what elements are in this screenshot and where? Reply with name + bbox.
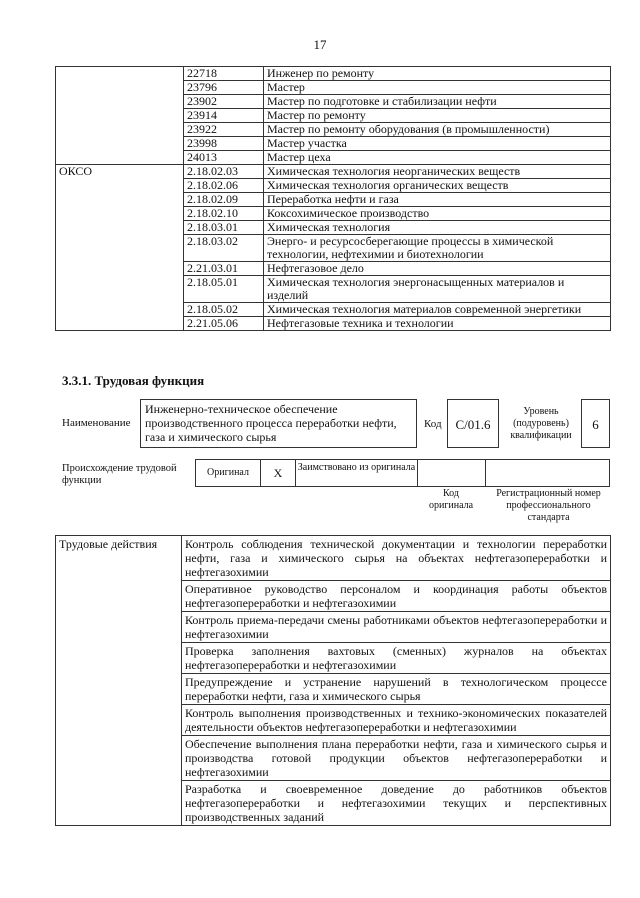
group-label-cell xyxy=(56,67,184,81)
name-cell: Переработка нефти и газа xyxy=(264,193,611,207)
labor-actions-table xyxy=(55,535,611,826)
table-row xyxy=(56,137,611,151)
name-cell: Инженер по ремонту xyxy=(264,67,611,81)
code-label: Код xyxy=(424,418,442,430)
code-cell: 2.18.02.10 xyxy=(184,207,264,221)
name-cell: Нефтегазовое дело xyxy=(264,262,611,276)
group-label-cell xyxy=(56,276,184,303)
code-cell: 2.18.02.09 xyxy=(184,193,264,207)
labor-action-item: Контроль соблюдения технической документации и технологии переработки нефти, газа и химического сырья на объектах нефтегазопереработки и нефтегазохимии xyxy=(182,536,611,581)
table-row xyxy=(56,123,611,137)
group-label-cell xyxy=(56,221,184,235)
name-cell: Мастер по ремонту оборудования (в промышленности) xyxy=(264,123,611,137)
name-cell: Мастер xyxy=(264,81,611,95)
group-label-cell xyxy=(56,151,184,165)
group-label-cell xyxy=(56,179,184,193)
code-cell: 2.18.03.02 xyxy=(184,235,264,262)
name-cell: Химическая технология энергонасыщенных материалов и изделий xyxy=(264,276,611,303)
table-row xyxy=(56,235,611,262)
group-label-cell xyxy=(56,303,184,317)
original-label: Оригинал xyxy=(207,467,249,478)
original-code-box xyxy=(417,459,486,487)
table-row xyxy=(56,536,611,581)
labor-action-item: Разработка и своевременное доведение до работников объектов нефтегазопереработки и нефтегазохимии текущих и перспективных производственных заданий xyxy=(182,781,611,826)
name-value: Инженерно-техническое обеспечение производственного процесса переработки нефти, газа и химического сырья xyxy=(145,402,397,444)
group-label-cell: ОКСО xyxy=(56,165,184,179)
codes-table-body xyxy=(56,67,611,331)
original-code-caption: Код оригинала xyxy=(428,488,474,511)
table-row xyxy=(56,317,611,331)
original-mark-box xyxy=(260,459,296,487)
table-row xyxy=(56,262,611,276)
name-cell: Химическая технология органических веществ xyxy=(264,179,611,193)
table-row xyxy=(56,151,611,165)
borrowed-label: Заимствовано из оригинала xyxy=(297,462,416,473)
reg-number-caption: Регистрационный номер профессионального стандарта xyxy=(496,488,601,523)
name-cell: Энерго- и ресурсосберегающие процессы в химической технологии, нефтехимии и биотехнологии xyxy=(264,235,611,262)
table-row xyxy=(56,109,611,123)
name-cell: Мастер по подготовке и стабилизации нефти xyxy=(264,95,611,109)
code-cell: 2.18.02.06 xyxy=(184,179,264,193)
code-cell: 23998 xyxy=(184,137,264,151)
labor-actions-body xyxy=(56,536,611,826)
code-cell: 2.21.05.06 xyxy=(184,317,264,331)
code-cell: 23922 xyxy=(184,123,264,137)
code-cell: 2.18.03.01 xyxy=(184,221,264,235)
code-cell: 22718 xyxy=(184,67,264,81)
codes-table xyxy=(55,66,611,331)
group-label-cell xyxy=(56,137,184,151)
level-label: Уровень (подуровень) квалификации xyxy=(510,406,572,441)
table-row xyxy=(56,303,611,317)
group-label-cell xyxy=(56,262,184,276)
code-value-box xyxy=(447,399,499,448)
code-cell: 2.18.05.02 xyxy=(184,303,264,317)
origin-label: Происхождение трудовой функции xyxy=(62,463,177,486)
group-label-cell xyxy=(56,193,184,207)
code-cell: 24013 xyxy=(184,151,264,165)
code-cell: 23914 xyxy=(184,109,264,123)
table-row xyxy=(56,165,611,179)
level-value: 6 xyxy=(592,417,599,432)
table-row xyxy=(56,207,611,221)
name-cell: Химическая технология материалов современной энергетики xyxy=(264,303,611,317)
group-label-cell xyxy=(56,235,184,262)
name-cell: Мастер участка xyxy=(264,137,611,151)
table-row xyxy=(56,276,611,303)
section-title: 3.3.1. Трудовая функция xyxy=(62,373,205,388)
page-number: 17 xyxy=(313,37,327,52)
borrowed-label-box xyxy=(295,459,418,487)
labor-action-item: Предупреждение и устранение нарушений в технологическом процессе переработки нефти, газа и химического сырья xyxy=(182,674,611,705)
group-label-cell xyxy=(56,207,184,221)
table-row xyxy=(56,193,611,207)
original-label-box xyxy=(195,459,261,487)
reg-number-box xyxy=(485,459,610,487)
name-cell: Химическая технология неорганических веществ xyxy=(264,165,611,179)
name-cell: Мастер по ремонту xyxy=(264,109,611,123)
group-label-cell xyxy=(56,317,184,331)
name-cell: Нефтегазовые техника и технологии xyxy=(264,317,611,331)
table-row xyxy=(56,67,611,81)
name-cell: Мастер цеха xyxy=(264,151,611,165)
group-label-cell xyxy=(56,95,184,109)
original-mark: X xyxy=(273,466,283,480)
code-cell: 2.18.05.01 xyxy=(184,276,264,303)
table-row xyxy=(56,221,611,235)
labor-action-item: Проверка заполнения вахтовых (сменных) журналов на объектах нефтегазопереработки и нефтегазохимии xyxy=(182,643,611,674)
code-cell: 23902 xyxy=(184,95,264,109)
name-cell: Химическая технология xyxy=(264,221,611,235)
code-cell: 23796 xyxy=(184,81,264,95)
labor-action-item: Обеспечение выполнения плана переработки нефти, газа и химического сырья и производства готовой продукции объектов нефтегазопереработки и нефтегазохимии xyxy=(182,736,611,781)
group-label-cell xyxy=(56,123,184,137)
table-row xyxy=(56,81,611,95)
name-cell: Коксохимическое производство xyxy=(264,207,611,221)
table-row xyxy=(56,95,611,109)
level-value-box xyxy=(581,399,610,448)
name-label: Наименование xyxy=(62,417,131,429)
code-cell: 2.18.02.03 xyxy=(184,165,264,179)
labor-actions-label: Трудовые действия xyxy=(56,536,182,826)
labor-action-item: Контроль выполнения производственных и технико-экономических показателей деятельности объектов нефтегазопереработки и нефтегазохимии xyxy=(182,705,611,736)
code-value: C/01.6 xyxy=(455,417,491,432)
labor-action-item: Контроль приема-передачи смены работниками объектов нефтегазопереработки и нефтегазохимии xyxy=(182,612,611,643)
group-label-cell xyxy=(56,109,184,123)
code-cell: 2.21.03.01 xyxy=(184,262,264,276)
name-value-box xyxy=(140,399,417,448)
labor-action-item: Оперативное руководство персоналом и координация работы объектов нефтегазопереработки и нефтегазохимии xyxy=(182,581,611,612)
table-row xyxy=(56,179,611,193)
group-label-cell xyxy=(56,81,184,95)
